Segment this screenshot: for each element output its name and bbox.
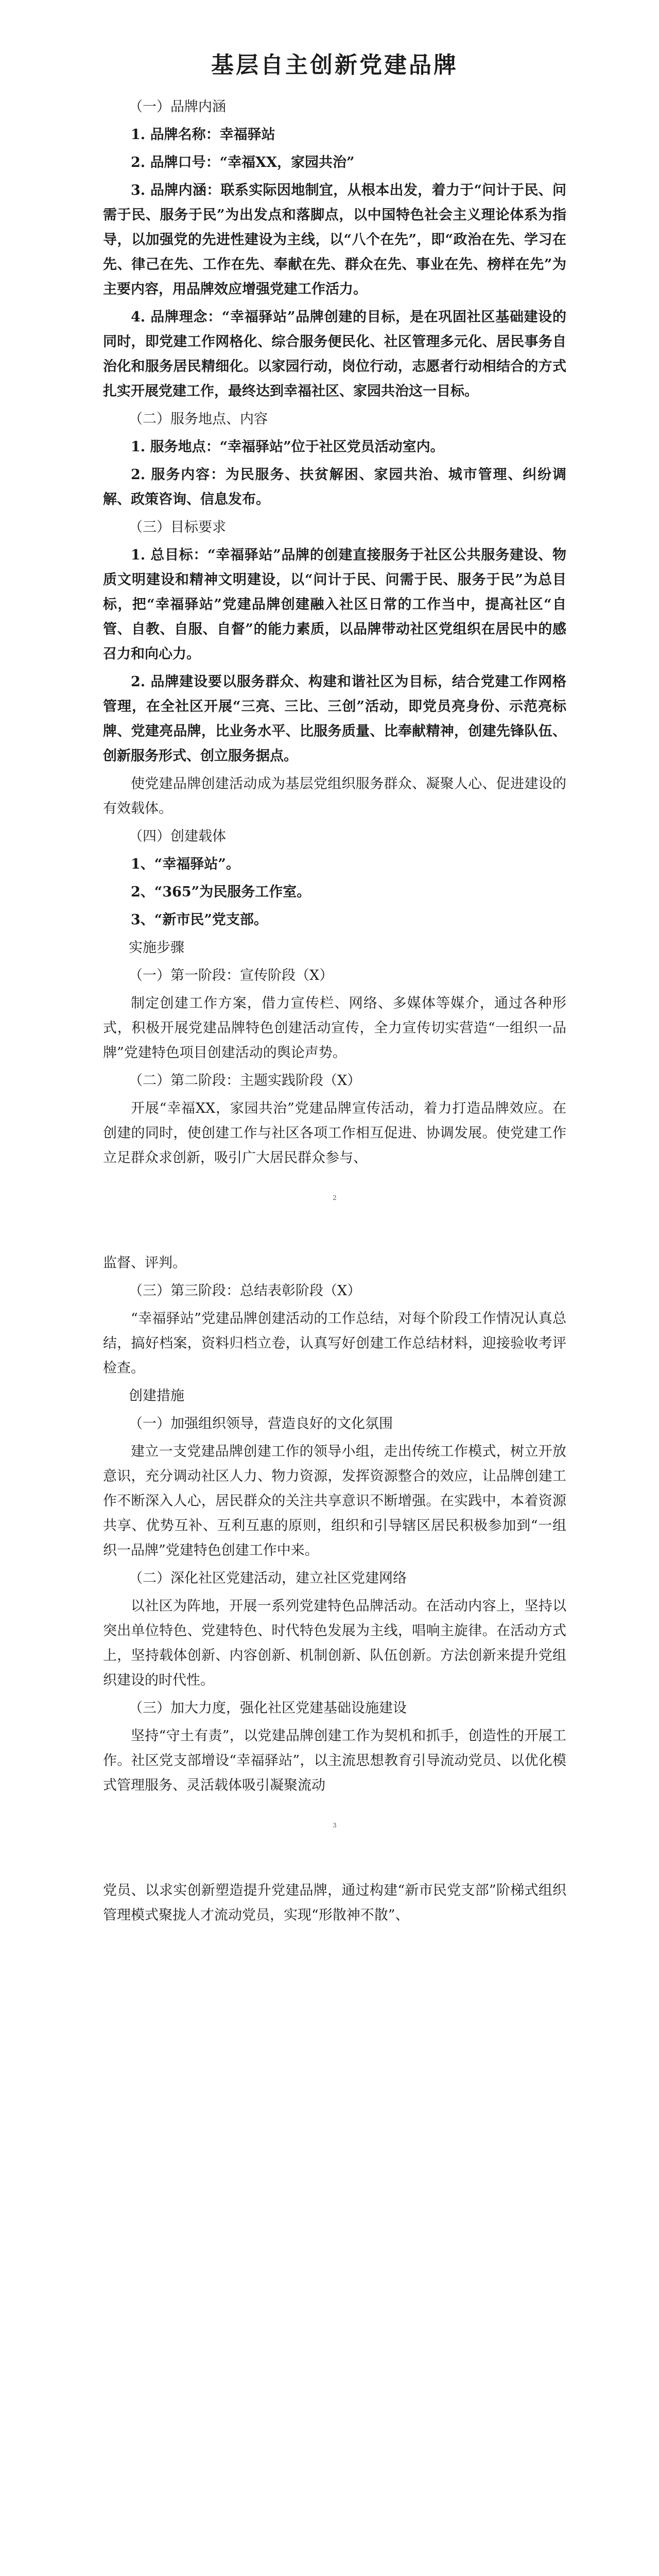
section-heading: （一）品牌内涵 bbox=[129, 99, 226, 115]
document-body bbox=[103, 95, 566, 1928]
section-heading: （三）加大力度，强化社区党建基础设施建设 bbox=[129, 1700, 407, 1716]
paragraph: 坚持“守土有责”，以党建品牌创建工作为契机和抓手，创造性的开展工作。社区党支部增设“幸福驿站”，以主流思想教育引导流动党员、以优化模式管理服务、灵活载体吸引凝聚流动 bbox=[103, 1728, 566, 1793]
page-number: 2 bbox=[333, 1194, 337, 1201]
section-heading: （三）目标要求 bbox=[129, 519, 226, 535]
section-heading: 创建措施 bbox=[129, 1388, 184, 1404]
section-heading: （四）创建载体 bbox=[129, 828, 226, 844]
paragraph: 监督、评判。 bbox=[103, 1255, 186, 1271]
section-heading: （一）第一阶段：宣传阶段（X） bbox=[129, 968, 334, 984]
page-break bbox=[103, 1174, 566, 1251]
paragraph: 1. 服务地点：“幸福驿站”位于社区党员活动室内。 bbox=[131, 439, 444, 455]
paragraph: 使党建品牌创建活动成为基层党组织服务群众、凝聚人心、促进建设的有效载体。 bbox=[103, 776, 566, 817]
section-heading: （三）第三阶段：总结表彰阶段（X） bbox=[129, 1283, 361, 1299]
page-break bbox=[103, 1801, 566, 1878]
section-heading: （一）加强组织领导，营造良好的文化氛围 bbox=[129, 1416, 393, 1432]
paragraph: 1、“幸福驿站”。 bbox=[131, 856, 240, 872]
paragraph: “幸福驿站”党建品牌创建活动的工作总结，对每个阶段工作情况认真总结，搞好档案，资料归档立卷，认真写好创建工作总结材料，迎接验收考评检查。 bbox=[103, 1311, 566, 1376]
paragraph: 2. 品牌建设要以服务群众、构建和谐社区为目标，结合党建工作网格管理，在全社区开展“三亮、三比、三创”活动，即党员亮身份、示范亮标牌、党建亮品牌，比业务水平、比服务质量、比奉献精神，创建先锋队伍、创新服务形式、创立服务据点。 bbox=[103, 674, 566, 764]
paragraph: 党员、以求实创新塑造提升党建品牌，通过构建“新市民党支部”阶梯式组织管理模式聚拢人才流动党员，实现“形散神不散”、 bbox=[103, 1883, 566, 1923]
paragraph: 开展“幸福XX，家园共治”党建品牌宣传活动，着力打造品牌效应。在创建的同时，使创建工作与社区各项工作相互促进、协调发展。使党建工作立足群众求创新，吸引广大居民群众参与、 bbox=[103, 1100, 566, 1166]
page-number: 3 bbox=[333, 1822, 337, 1829]
document-content bbox=[103, 46, 566, 1931]
paragraph: 4. 品牌理念：“幸福驿站”品牌创建的目标，是在巩固社区基础建设的同时，即党建工作网格化、综合服务便民化、社区管理多元化、居民事务自治化和服务居民精细化。以家园行动，岗位行动，志愿者行动相结合的方式扎实开展党建工作，最终达到幸福社区、家园共治这一目标。 bbox=[103, 309, 566, 399]
section-heading: （二）第二阶段：主题实践阶段（X） bbox=[129, 1073, 361, 1089]
paragraph: 以社区为阵地，开展一系列党建特色品牌活动。在活动内容上，坚持以突出单位特色、党建特色、时代特色发展为主线，唱响主旋律。在活动方式上，坚持载体创新、内容创新、机制创新、队伍创新。方法创新来提升党组织建设的时代性。 bbox=[103, 1598, 566, 1688]
paragraph: 2. 服务内容：为民服务、扶贫解困、家园共治、城市管理、纠纷调解、政策咨询、信息发布。 bbox=[103, 467, 566, 507]
paragraph: 3、“新市民”党支部。 bbox=[131, 912, 268, 928]
paragraph: 2、“365”为民服务工作室。 bbox=[131, 884, 311, 900]
paragraph: 3. 品牌内涵：联系实际因地制宜，从根本出发，着力于“问计于民、问需于民、服务于民”为出发点和落脚点，以中国特色社会主义理论体系为指导，以加强党的先进性建设为主线，以“八个在先”，即“政治在先、学习在先、律己在先、工作在先、奉献在先、群众在先、事业在先、榜样在先”为主要内容，用品牌效应增强党建工作活力。 bbox=[103, 182, 566, 297]
paragraph: 制定创建工作方案，借力宣传栏、网络、多媒体等媒介，通过各种形式，积极开展党建品牌特色创建活动宣传，全力宣传切实营造“一组织一品牌”党建特色项目创建活动的舆论声势。 bbox=[103, 995, 566, 1061]
document-title: 基层自主创新党建品牌 bbox=[211, 52, 458, 78]
section-heading: 实施步骤 bbox=[129, 940, 184, 956]
paragraph: 建立一支党建品牌创建工作的领导小组，走出传统工作模式，树立开放意识，充分调动社区人力、物力资源，发挥资源整合的效应，让品牌创建工作不断深入人心，居民群众的关注共享意识不断增强。在实践中，本着资源共享、优势互补、互利互惠的原则，组织和引导辖区居民积极参加到“一组织一品牌”党建特色创建工作中来。 bbox=[103, 1444, 566, 1558]
section-heading: （二）服务地点、内容 bbox=[129, 411, 268, 427]
paragraph: 1. 品牌名称：幸福驿站 bbox=[131, 127, 275, 143]
section-heading: （二）深化社区党建活动，建立社区党建网络 bbox=[129, 1570, 407, 1586]
paragraph: 2. 品牌口号：“幸福XX，家园共治” bbox=[131, 155, 355, 171]
paragraph: 1. 总目标：“幸福驿站”品牌的创建直接服务于社区公共服务建设、物质文明建设和精神文明建设，以“问计于民、问需于民、服务于民”为总目标，把“幸福驿站”党建品牌创建融入社区日常的工作当中，提高社区“自管、自教、自服、自督”的能力素质，以品牌带动社区党组织在居民中的感召力和向心力。 bbox=[103, 547, 566, 662]
